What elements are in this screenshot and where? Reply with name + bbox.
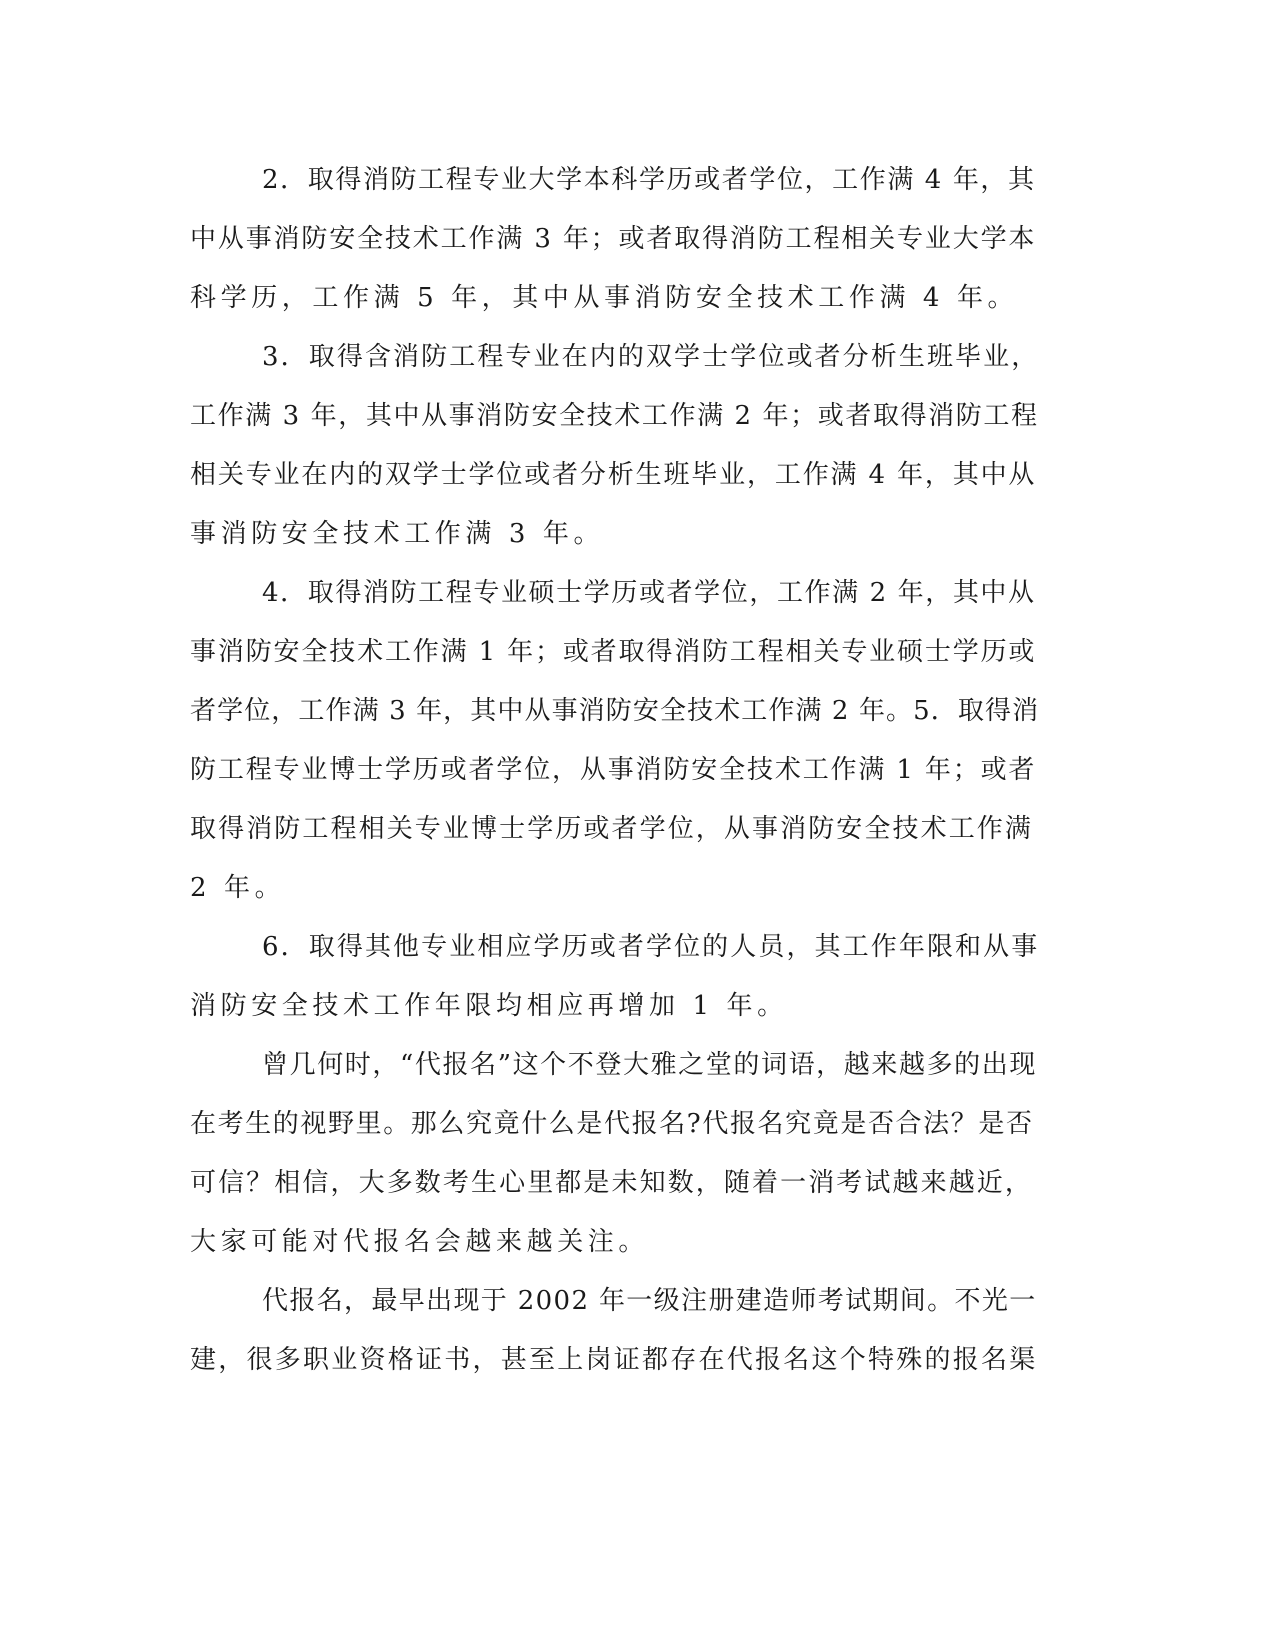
text-line: 事消防安全技术工作满 3 年。 bbox=[190, 519, 605, 549]
text-line: 中从事消防安全技术工作满 3 年；或者取得消防工程相关专业大学本 bbox=[190, 224, 1037, 254]
text-line: 相关专业在内的双学士学位或者分析生班毕业，工作满 4 年，其中从 bbox=[190, 460, 1037, 490]
text-line: 在考生的视野里。那么究竟什么是代报名?代报名究竟是否合法？是否 bbox=[190, 1109, 1034, 1139]
text-line: 取得消防工程相关专业博士学历或者学位，从事消防安全技术工作满 bbox=[190, 814, 1034, 844]
text-line: 消防安全技术工作年限均相应再增加 1 年。 bbox=[190, 991, 788, 1021]
text-line: 工作满 3 年，其中从事消防安全技术工作满 2 年；或者取得消防工程 bbox=[190, 401, 1039, 431]
text-line: 防工程专业博士学历或者学位，从事消防安全技术工作满 1 年；或者 bbox=[190, 755, 1037, 785]
text-line: 大家可能对代报名会越来越关注。 bbox=[190, 1227, 650, 1257]
text-line: 2．取得消防工程专业大学本科学历或者学位，工作满 4 年，其 bbox=[262, 165, 1036, 195]
text-line: 事消防安全技术工作满 1 年；或者取得消防工程相关专业硕士学历或 bbox=[190, 637, 1037, 667]
text-line: 科学历，工作满 5 年，其中从事消防安全技术工作满 4 年。 bbox=[190, 283, 1019, 313]
text-line: 可信？相信，大多数考生心里都是未知数，随着一消考试越来越近， bbox=[190, 1168, 1034, 1198]
text-line: 者学位，工作满 3 年，其中从事消防安全技术工作满 2 年。5．取得消 bbox=[190, 696, 1040, 726]
text-line: 3．取得含消防工程专业在内的双学士学位或者分析生班毕业， bbox=[262, 342, 1040, 372]
text-line: 6．取得其他专业相应学历或者学位的人员，其工作年限和从事 bbox=[262, 932, 1040, 962]
text-line: 2 年。 bbox=[190, 873, 286, 903]
text-line: 曾几何时，“代报名”这个不登大雅之堂的词语，越来越多的出现 bbox=[262, 1050, 1037, 1080]
text-line: 代报名，最早出现于 2002 年一级注册建造师考试期间。不光一 bbox=[262, 1286, 1037, 1316]
text-line: 4．取得消防工程专业硕士学历或者学位，工作满 2 年，其中从 bbox=[262, 578, 1036, 608]
text-line: 建，很多职业资格证书，甚至上岗证都存在代报名这个特殊的报名渠 bbox=[190, 1345, 1038, 1375]
